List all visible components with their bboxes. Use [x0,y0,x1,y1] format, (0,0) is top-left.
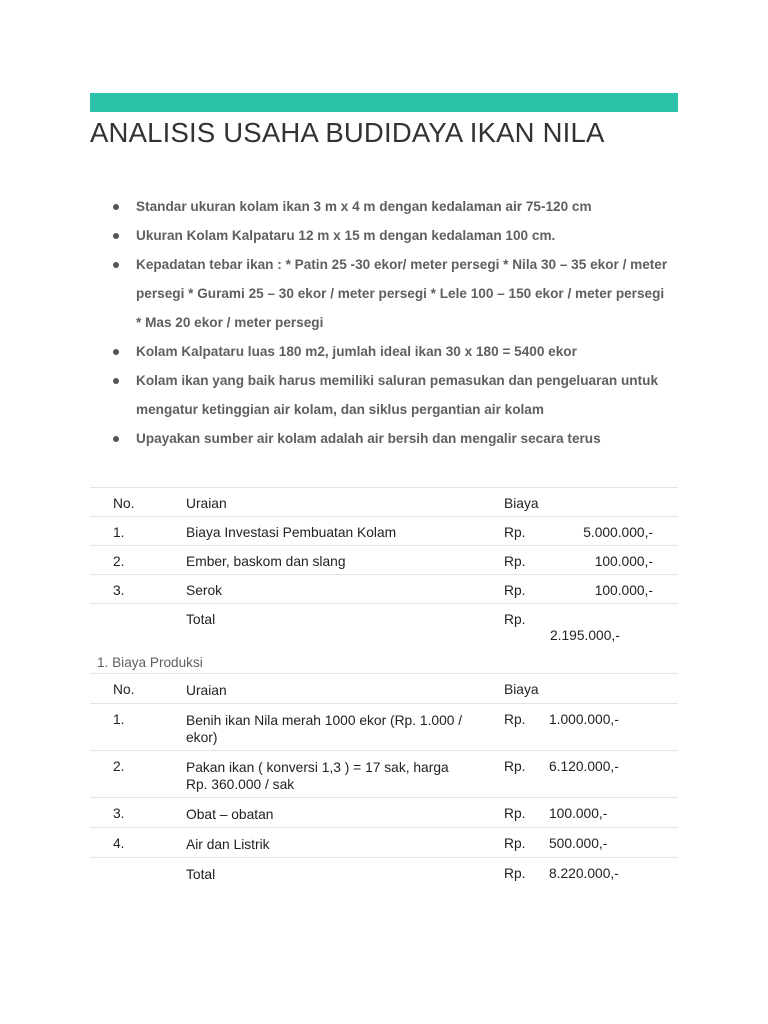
header-biaya: Biaya [504,488,550,517]
bullet-icon [113,233,119,239]
table-row: 2. Pakan ikan ( konversi 1,3 ) = 17 sak, harga Rp. 360.000 / sak Rp. 6.120.000,- [90,751,678,798]
table-row: 3. Obat – obatan Rp. 100.000,- [90,798,678,828]
table-header-row [90,488,678,517]
header-no: No. [90,488,186,517]
table-total-row: Total Rp. 2.195.000,- [90,604,678,650]
bullet-icon [113,204,119,210]
bullet-icon [113,378,119,384]
table-row: 1. Biaya Investasi Pembuatan Kolam Rp. 5.000.000,- [90,517,678,546]
list-item: Kolam Kalpataru luas 180 m2, jumlah ideal ikan 30 x 180 = 5400 ekor [108,337,673,366]
page-title: ANALISIS USAHA BUDIDAYA IKAN NILA [90,117,605,148]
table-row: 1. Benih ikan Nila merah 1000 ekor (Rp. 1.000 / ekor) Rp. 1.000.000,- [90,704,678,751]
investment-table [90,487,678,650]
header-uraian: Uraian [186,674,504,704]
accent-bar [90,93,678,112]
list-item: Ukuran Kolam Kalpataru 12 m x 15 m dengan kedalaman 100 cm. [108,221,673,250]
bullet-icon [113,262,119,268]
list-item: Standar ukuran kolam ikan 3 m x 4 m dengan kedalaman air 75-120 cm [108,192,673,221]
table-total-row: Total Rp. 8.220.000,- [90,858,678,888]
header-uraian: Uraian [186,488,504,517]
header-biaya: Biaya [504,674,549,704]
header-no: No. [90,674,186,704]
bullet-list [108,192,673,453]
bullet-icon [113,436,119,442]
list-item: Kolam ikan yang baik harus memiliki saluran pemasukan dan pengeluaran untuk mengatur ketinggian air kolam, dan siklus pergantian air kolam [108,366,673,424]
table-header-row [90,674,678,704]
list-item: Kepadatan tebar ikan : * Patin 25 -30 ekor/ meter persegi * Nila 30 – 35 ekor / meter persegi * Gurami 25 – 30 ekor / meter persegi * Lele 100 – 150 ekor / meter persegi * Mas 20 ekor / meter persegi [108,250,673,337]
table-row: 2. Ember, baskom dan slang Rp. 100.000,- [90,546,678,575]
bullet-icon [113,349,119,355]
production-table [90,673,678,888]
list-item: Upayakan sumber air kolam adalah air bersih dan mengalir secara terus [108,424,673,453]
table-row: 3. Serok Rp. 100.000,- [90,575,678,604]
table-row: 4. Air dan Listrik Rp. 500.000,- [90,828,678,858]
section-heading-produksi: 1. Biaya Produksi [97,655,203,670]
